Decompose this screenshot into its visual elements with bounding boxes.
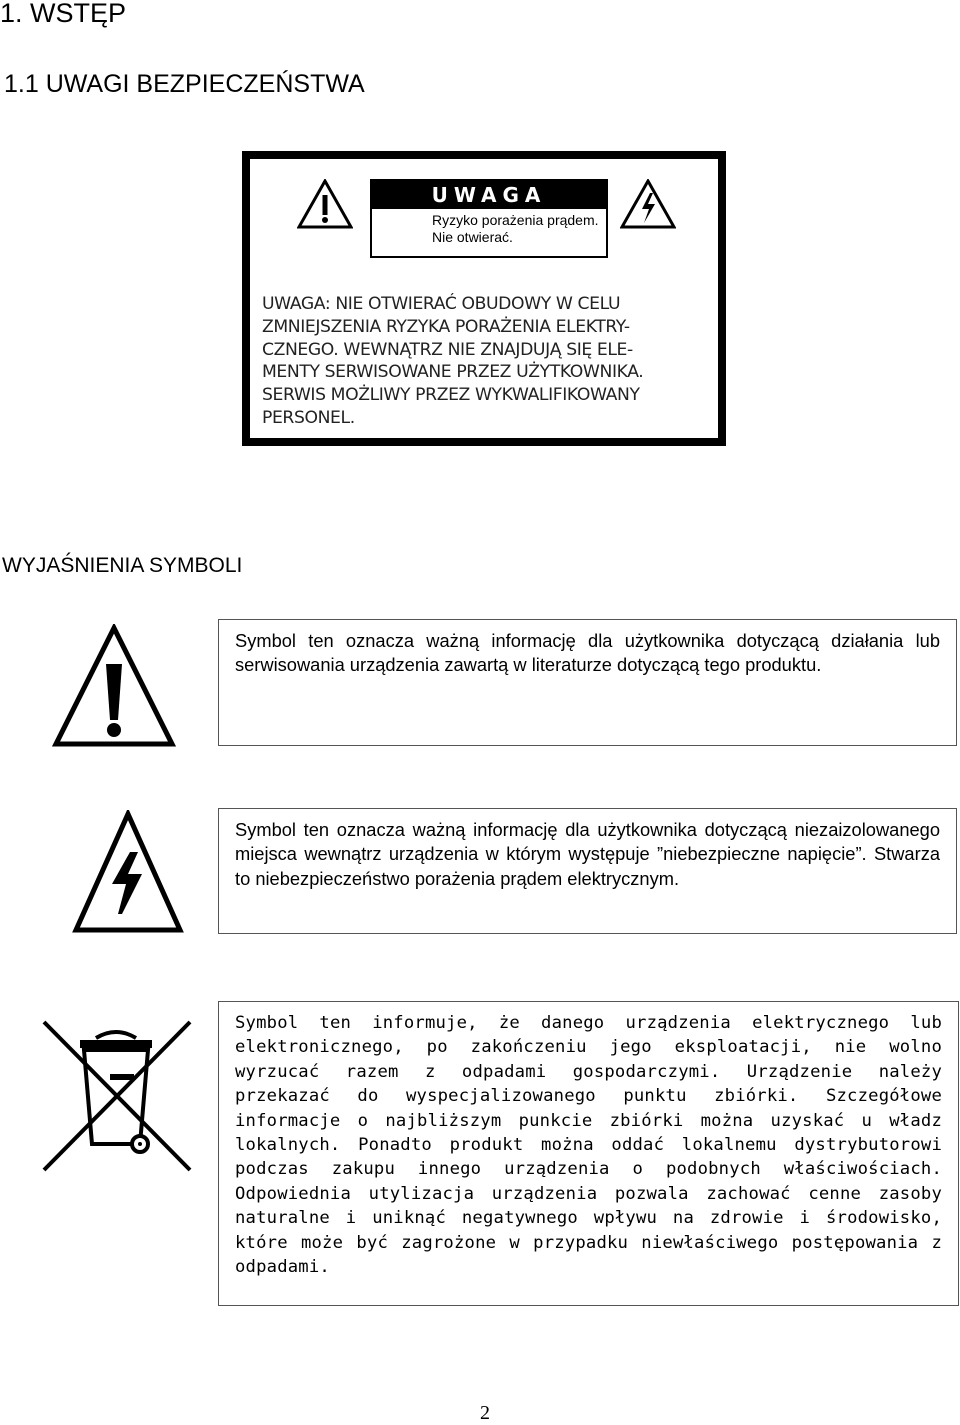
symbol-description-box [218, 808, 957, 934]
warning-body-line: SERWIS MOŻLIWY PRZEZ WYKWALIFIKOWANY [262, 385, 640, 406]
lightning-triangle-icon [72, 810, 184, 934]
symbol-description-text: Symbol ten informuje, że danego urządzenia elektrycznego lub elektronicznego, po zakończeniu jego eksploatacji, nie wolno wyrzucać razem z odpadami gospodarczymi. Urządzenie należy przekazać do wyspecjalizowanego punktu zbiórki. Szczegółowe informacje o najbliższym punkcie zbiórki można uzyskać u władz lokalnych. Ponadto produkt można oddać lokalnemu dystrybutorowi podczas zakupu innego urządzenia o podobnych właściwościach. Odpowiednia utylizacja urządzenia pozwala zachować cenne zasoby naturalne i uniknąć negatywnego wpływu na zdrowie i środowisko, które może być zagrożone w przypadku niewłaściwego postępowania z odpadami. [235, 1013, 942, 1278]
symbol-description-text: Symbol ten oznacza ważną informację dla użytkownika dotyczącą niezaizolowanego miejsca wewnątrz urządzenia w którym występuje ”niebezpieczne napięcie”. Stwarza to niebezpieczeństwo porażenia prądem elektrycznym. [235, 819, 940, 889]
warning-body-line: ZMNIEJSZENIA RYZYKA PORAŻENIA ELEKTRY- [262, 316, 630, 337]
warning-body-line: MENTY SERWISOWANE PRZEZ UŻYTKOWNIKA. [262, 362, 644, 383]
warning-body-line: CZNEGO. WEWNĄTRZ NIE ZNAJDUJĄ SIĘ ELE- [262, 339, 633, 360]
crossed-bin-icon [40, 1016, 192, 1172]
warning-label [242, 151, 726, 446]
warning-subtitle-line1: Ryzyko porażenia prądem. [432, 212, 599, 228]
warning-exclamation-icon [297, 179, 353, 229]
heading-main: 1. WSTĘP [0, 0, 127, 28]
warning-body-line: PERSONEL. [262, 407, 355, 428]
warning-label-subtitle [372, 209, 606, 246]
warning-label-title: UWAGA [372, 181, 606, 209]
symbol-description-box [218, 619, 957, 746]
warning-label-header [370, 179, 608, 258]
warning-subtitle-line2: Nie otwierać. [432, 229, 513, 245]
warning-label-body [262, 293, 722, 430]
heading-symbols: WYJAŚNIENIA SYMBOLI [2, 554, 243, 577]
symbol-description-text: Symbol ten oznacza ważną informację dla użytkownika dotyczącą działania lub serwisowania urządzenia zawartą w literaturze dotyczącą tego produktu. [235, 630, 940, 676]
warning-lightning-icon [620, 179, 676, 229]
symbol-description-box [218, 1001, 959, 1306]
heading-safety: 1.1 UWAGI BEZPIECZEŃSTWA [4, 70, 365, 98]
page-number: 2 [480, 1402, 490, 1424]
exclamation-triangle-icon [52, 624, 176, 748]
warning-body-line: UWAGA: NIE OTWIERAĆ OBUDOWY W CELU [262, 294, 621, 314]
